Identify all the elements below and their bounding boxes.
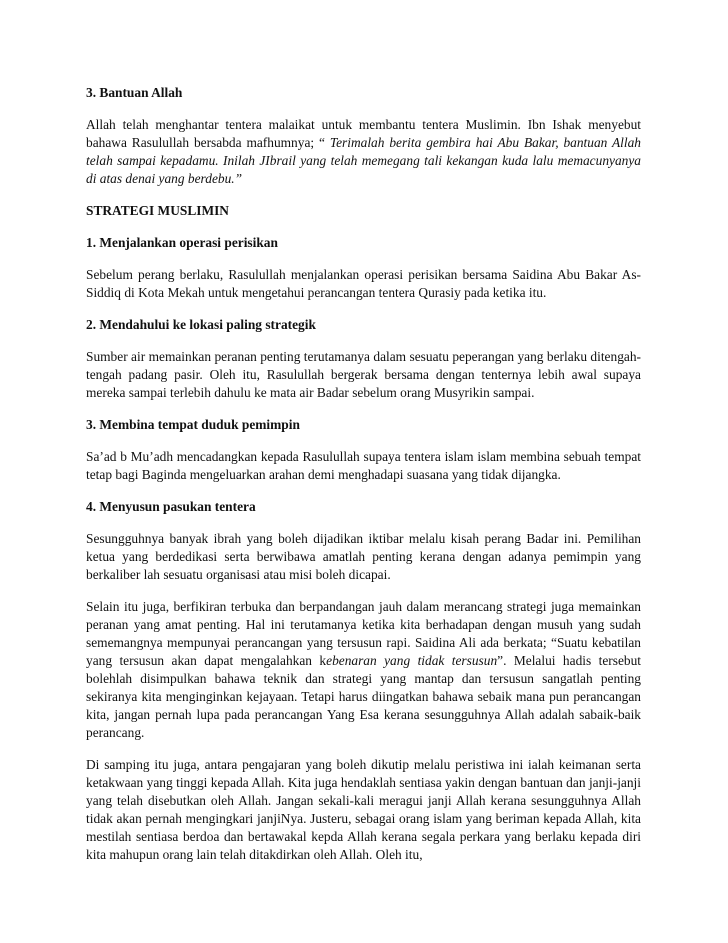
heading-strategi-muslimin: STRATEGI MUSLIMIN xyxy=(86,203,229,218)
paragraph-operasi-perisikan: Sebelum perang berlaku, Rasulullah menjalankan operasi perisikan bersama Saidina Abu Bakar As-Siddiq di Kota Mekah untuk mengetahui perancangan tentera Qurasiy pada ketika itu. xyxy=(86,267,641,300)
paragraph-ibrah: Sesungguhnya banyak ibrah yang boleh dijadikan iktibar melalu kisah perang Badar ini. Pemilihan ketua yang berdedikasi serta berwibawa amatlah penting kerana dengan adanya pemimpin yang berkaliber lah sesuatu organisasi atau misi boleh dicapai. xyxy=(86,531,641,582)
paragraph-lokasi-strategik: Sumber air memainkan peranan penting terutamanya dalam sesuatu peperangan yang berlaku ditengah-tengah padang pasir. Oleh itu, Rasulullah bergerak bersama dengan tenternya lebih awal supaya mereka sampai terlebih dahulu ke mata air Badar sebelum orang Musyrikin sampai. xyxy=(86,349,641,400)
heading-bantuan-allah: 3. Bantuan Allah xyxy=(86,85,183,100)
heading-pasukan-tentera: 4. Menyusun pasukan tentera xyxy=(86,499,256,514)
paragraph-bantuan-allah: Allah telah menghantar tentera malaikat untuk membantu tentera Muslimin. Ibn Ishak menyebut bahawa Rasulullah bersabda mafhumnya; “ Terimalah berita gembira hai Abu Bakar, bantuan Allah telah sampai kepadamu. Inilah JIbrail yang telah memegang tali kekangan kuda lalu memacunyanya di atas denai yang berdebu.” xyxy=(86,117,641,186)
heading-tempat-duduk-pemimpin: 3. Membina tempat duduk pemimpin xyxy=(86,417,300,432)
heading-operasi-perisikan: 1. Menjalankan operasi perisikan xyxy=(86,235,278,250)
heading-lokasi-strategik: 2. Mendahului ke lokasi paling strategik xyxy=(86,317,316,332)
paragraph-keimanan: Di samping itu juga, antara pengajaran yang boleh dikutip melalu peristiwa ini ialah keimanan serta ketakwaan yang tinggi kepada Allah. Kita juga hendaklah sentiasa yakin dengan bantuan dan janji-janji yang telah disebutkan oleh Allah. Jangan sekali-kali meragui janji Allah kerana sesungguhnya Allah tidak akan pernah mengingkari janjiNya. Justeru, sebagai orang islam yang beriman kepada Allah, kita mestilah sentiasa berdoa dan bertawakal kepda Allah kerana segala perkara yang berlaku kepada diri kita mahupun orang lain telah ditakdirkan oleh Allah. Oleh itu, xyxy=(86,757,641,862)
paragraph-strategi: Selain itu juga, berfikiran terbuka dan berpandangan jauh dalam merancang strategi juga memainkan peranan yang amat penting. Hal ini terutamanya ketika kita berhadapan dengan musuh yang sudah sememangnya mempunyai perancangan yang tersusun rapi. Saidina Ali ada berkata; “Suatu kebatilan yang tersusun akan dapat mengalahkan kebenaran yang tidak tersusun”. Melalui hadis tersebut bolehlah disimpulkan bahawa teknik dan strategi yang mantap dan tersusun sangatlah penting sekiranya kita menginginkan kejayaan. Tetapi harus diingatkan bahawa sebaik mana pun perancangan kita, jangan pernah lupa pada perancangan Yang Esa kerana sesungguhnya Allah adalah sabaik-baik perancang. xyxy=(86,599,642,740)
paragraph-tempat-duduk-pemimpin: Sa’ad b Mu’adh mencadangkan kepada Rasulullah supaya tentera islam islam membina sebuah tempat tetap bagi Baginda mengeluarkan arahan demi menghadapi suasana yang tidak dijangka. xyxy=(86,449,641,482)
